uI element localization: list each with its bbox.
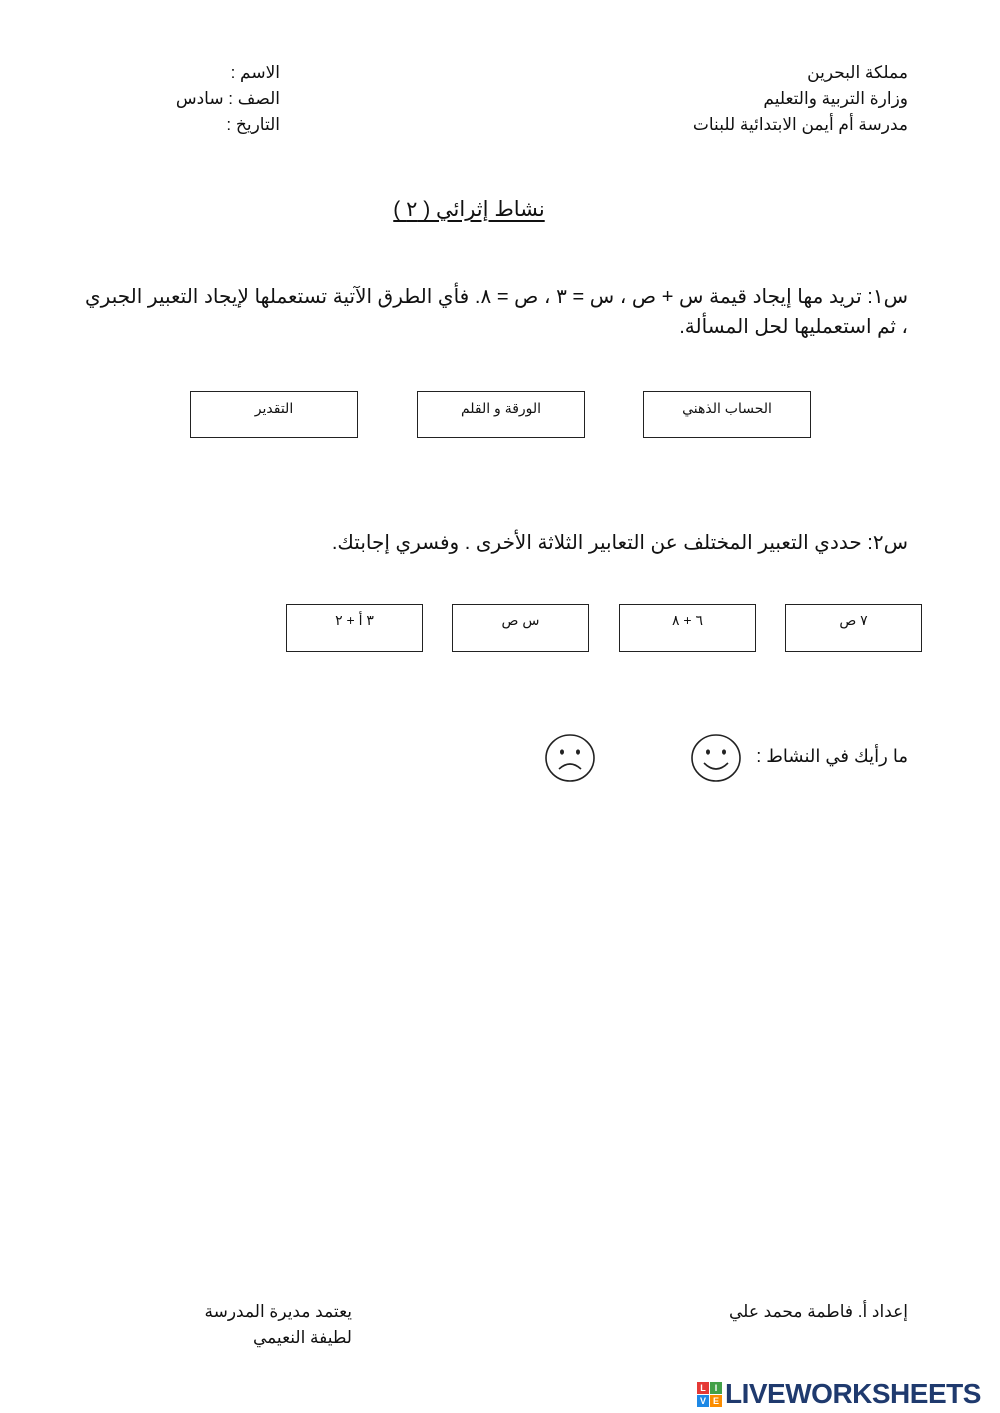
badge-letter: V xyxy=(697,1395,709,1407)
badge-letter: I xyxy=(710,1382,722,1394)
page-title: نشاط إثرائي ( ٢ ) xyxy=(393,198,545,221)
question-1-text: س١: تريد مها إيجاد قيمة س + ص ، س = ٣ ، ص = ٨. فأي الطرق الآتية تستعملها لإيجاد التعبير الجبري ، ثم استعمليها لحل المسألة. xyxy=(85,286,908,338)
brand-name: LIVEWORKSHEETS xyxy=(725,1378,981,1409)
q2-option-label: ٣ أ + ٢ xyxy=(335,612,374,628)
q2-option-label: س ص xyxy=(501,612,540,628)
question-2-text: س٢: حددي التعبير المختلف عن التعابير الثلاثة الأخرى . وفسري إجابتك. xyxy=(331,532,908,554)
smiley-face-icon[interactable] xyxy=(690,733,742,783)
q1-option-label: التقدير xyxy=(254,400,294,416)
q1-option-mental-math[interactable] xyxy=(643,391,811,438)
q1-option-estimation[interactable] xyxy=(190,391,358,438)
q2-option-label: ٧ ص xyxy=(839,612,868,628)
sad-face-icon[interactable] xyxy=(544,733,596,783)
principal-name: لطيفة النعيمي xyxy=(252,1328,352,1347)
header-school-info xyxy=(693,60,908,138)
feedback-label: ما رأيك في النشاط : xyxy=(756,746,908,766)
q2-option-3[interactable] xyxy=(452,604,589,652)
q2-option-4[interactable] xyxy=(286,604,423,652)
approval-block xyxy=(204,1299,352,1351)
liveworksheets-logo xyxy=(697,1378,981,1410)
logo-badge-icon xyxy=(697,1382,722,1407)
q1-option-label: الورقة و القلم xyxy=(460,400,542,416)
q2-option-1[interactable] xyxy=(785,604,922,652)
q1-option-paper-pencil[interactable] xyxy=(417,391,585,438)
prepared-by: إعداد أ. فاطمة محمد علي xyxy=(729,1302,908,1321)
q1-option-label: الحساب الذهني xyxy=(682,400,772,416)
approval-title: يعتمد مديرة المدرسة xyxy=(204,1302,352,1321)
student-date-label: التاريخ : xyxy=(226,115,280,134)
badge-letter: L xyxy=(697,1382,709,1394)
student-grade-label: الصف : سادس xyxy=(175,89,280,108)
q2-option-label: ٦ + ٨ xyxy=(671,612,704,628)
header-school: مدرسة أم أيمن الابتدائية للبنات xyxy=(692,115,908,134)
header-kingdom: مملكة البحرين xyxy=(807,63,908,82)
header-student-info xyxy=(176,60,280,138)
badge-letter: E xyxy=(710,1395,722,1407)
header-ministry: وزارة التربية والتعليم xyxy=(763,89,908,108)
q2-option-2[interactable] xyxy=(619,604,756,652)
student-name-label: الاسم : xyxy=(230,63,280,82)
